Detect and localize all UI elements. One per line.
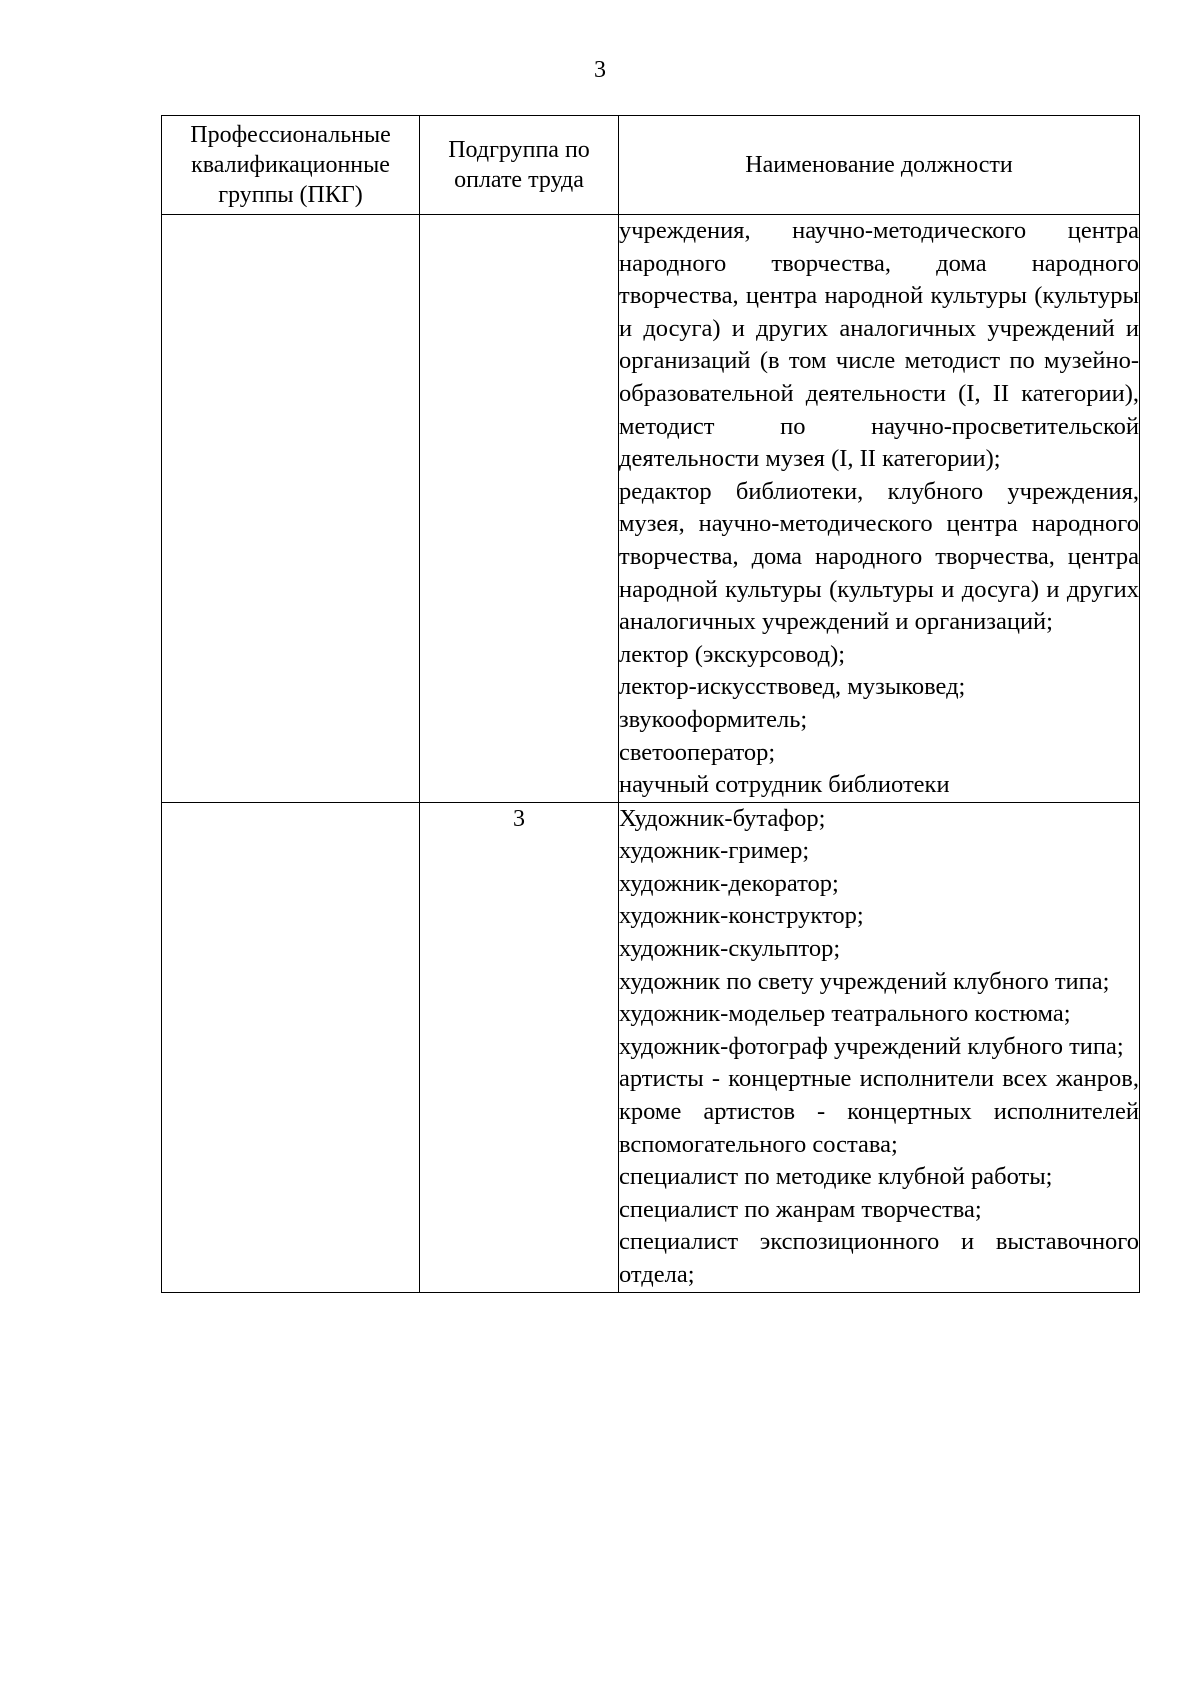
positions-cell [619, 802, 1140, 1292]
subgroup-cell: 3 [420, 802, 619, 1292]
table-row [162, 802, 1140, 1292]
positions-cell [619, 215, 1140, 803]
position-item: художник-фотограф учреждений клубного типа; [619, 1032, 1124, 1060]
position-item: учреждения, научно-методического центра народного творчества, дома народного творчества, центра народной культуры (культуры и досуга) и других аналогичных учреждений и организаций (в том числе методист по музейно-образовательной деятельности (I, II категории), методист по научно-просветительской деятельности музея (I, II категории); [619, 217, 1139, 473]
position-item: светооператор; [619, 738, 776, 766]
pkg-cell [162, 215, 420, 803]
position-item: научный сотрудник библиотеки [619, 771, 950, 799]
position-item: Художник-бутафор; [619, 804, 826, 832]
pkg-cell [162, 802, 420, 1292]
header-pkg: Профессиональные квалификационные группы (ПКГ) [162, 116, 420, 215]
position-item: художник-конструктор; [619, 902, 864, 930]
table-row [162, 215, 1140, 803]
positions-table [161, 115, 1140, 1293]
position-item: лектор-искусствовед, музыковед; [619, 673, 966, 701]
position-item: художник-скульптор; [619, 935, 841, 963]
position-item: художник-гример; [619, 837, 810, 865]
position-item: специалист экспозиционного и выставочного отдела; [619, 1228, 1139, 1288]
header-position: Наименование должности [619, 116, 1140, 215]
header-subgroup: Подгруппа по оплате труда [420, 116, 619, 215]
subgroup-cell [420, 215, 619, 803]
page-number: 3 [594, 57, 606, 83]
position-item: лектор (экскурсовод); [619, 640, 846, 668]
position-item: артисты - концертные исполнители всех жанров, кроме артистов - концертных исполнителей вспомогательного состава; [619, 1065, 1139, 1158]
table-header-row [162, 116, 1140, 215]
position-item: звукооформитель; [619, 705, 808, 733]
position-item: специалист по жанрам творчества; [619, 1195, 982, 1223]
position-item: художник по свету учреждений клубного типа; [619, 967, 1110, 995]
position-item: специалист по методике клубной работы; [619, 1163, 1053, 1191]
position-item: художник-модельер театрального костюма; [619, 1000, 1071, 1028]
position-item: художник-декоратор; [619, 869, 839, 897]
position-item: редактор библиотеки, клубного учреждения, музея, научно-методического центра народного творчества, дома народного творчества, центра народной культуры (культуры и досуга) и других аналогичных учреждений и организаций; [619, 477, 1139, 636]
